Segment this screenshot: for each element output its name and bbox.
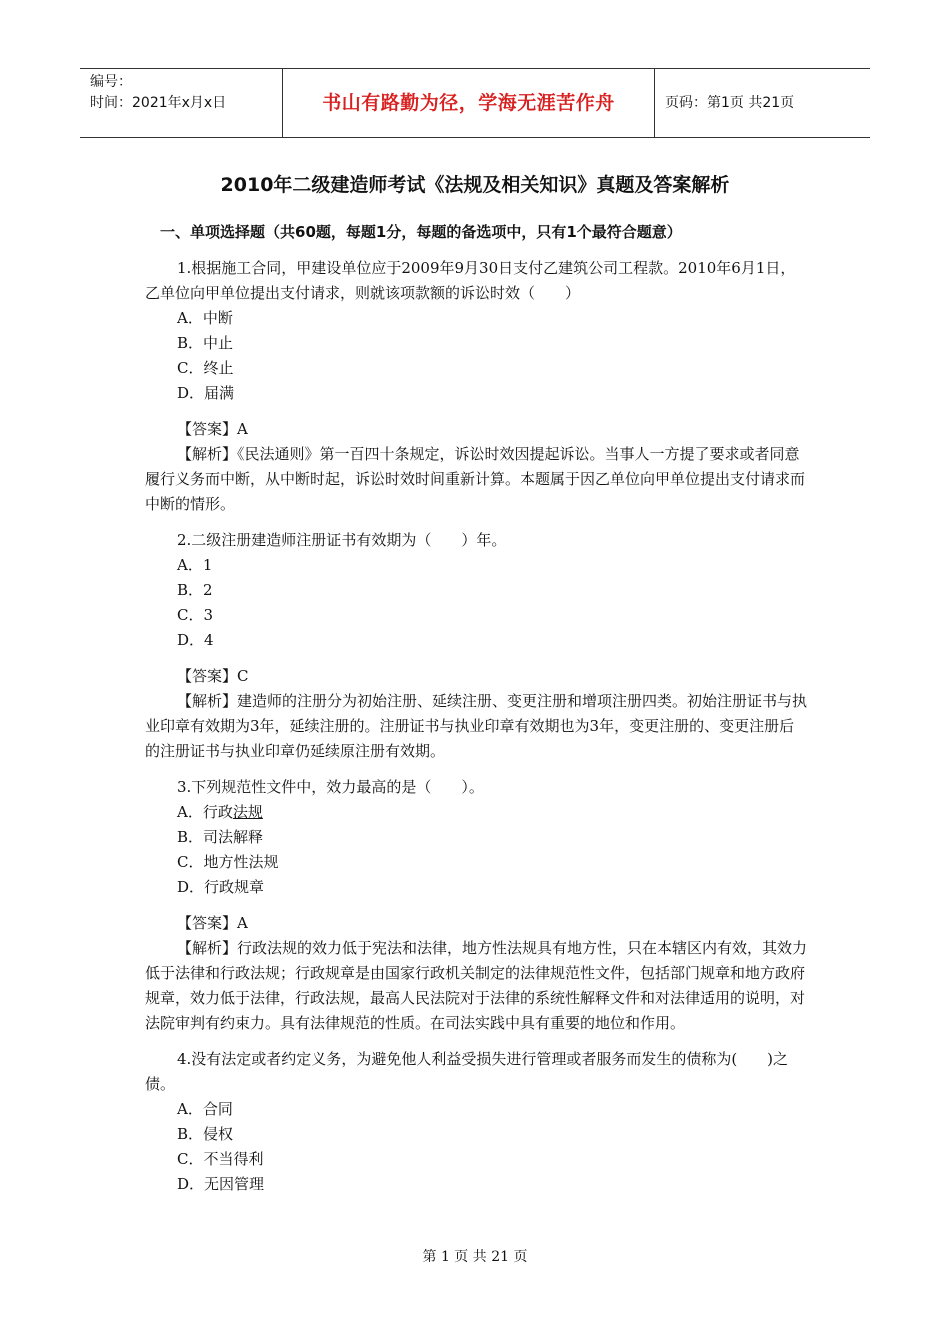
date-label: 时间：2021年x月x日 [90, 95, 227, 111]
option-c: C．不当得利 [177, 1150, 264, 1168]
option-d: D．届满 [177, 384, 235, 402]
option-d: D．无因管理 [177, 1175, 265, 1193]
explanation: 【解析】行政法规的效力低于宪法和法律，地方性法规具有地方性，只在本辖区内有效，其效力低于法律和行政法规；行政规章是由国家行政机关制定的法律规范性文件，包括部门规章和地方政府规章，效力低于法律，行政法规，最高人民法院对于法律的系统性解释文件和对法律适用的说明，对法院审判有约束力。具有法律规范的性质。在司法实践中具有重要的地位和作用。 [145, 939, 808, 1032]
option-a: A．1 [177, 556, 213, 574]
option-c: C．3 [177, 606, 214, 624]
option-a-underlined-text: 法规 [232, 803, 263, 821]
option-a-text: A．行政 [177, 803, 233, 821]
question-list [145, 256, 807, 1197]
option-a: A．合同 [177, 1100, 233, 1118]
question-2 [145, 528, 807, 764]
header-motto: 书山有路勤为径，学海无涯苦作舟 [282, 69, 655, 137]
header-meta [80, 69, 282, 137]
question-stem: 3.下列规范性文件中，效力最高的是（ ）。 [177, 778, 484, 796]
option-b: B．2 [177, 581, 213, 599]
explanation: 【解析】建造师的注册分为初始注册、延续注册、变更注册和增项注册四类。初始注册证书与执业印章有效期为3年，延续注册的。注册证书与执业印章有效期也为3年，变更注册的、变更注册后的注册证书与执业印章仍延续原注册有效期。 [145, 692, 808, 760]
serial-number-label: 编号： [90, 74, 132, 90]
question-3 [145, 775, 807, 1036]
option-b: B．侵权 [177, 1125, 234, 1143]
answer: 【答案】C [177, 667, 249, 685]
option-b: B．中止 [177, 334, 234, 352]
question-stem: 4.没有法定或者约定义务，为避免他人利益受损失进行管理或者服务而发生的债称为( )之债。 [145, 1050, 789, 1093]
section-heading: 一、单项选择题（共60题，每题1分，每题的备选项中，只有1个最符合题意） [160, 223, 682, 241]
option-c: C．终止 [177, 359, 234, 377]
option-a: A．中断 [177, 309, 233, 327]
option-b: B．司法解释 [177, 828, 264, 846]
option-c: C．地方性法规 [177, 853, 279, 871]
answer: 【答案】A [177, 914, 248, 932]
question-4 [145, 1047, 807, 1197]
option-a [177, 800, 807, 825]
question-stem: 1.根据施工合同，甲建设单位应于2009年9月30日支付乙建筑公司工程款。2010年6月1日，乙单位向甲单位提出支付请求，则就该项款额的诉讼时效（ ） [145, 259, 796, 302]
page-footer: 第 1 页 共 21 页 [422, 1249, 528, 1265]
option-d: D．4 [177, 631, 214, 649]
document-title: 2010年二级建造师考试《法规及相关知识》真题及答案解析 [220, 174, 730, 196]
question-stem: 2.二级注册建造师注册证书有效期为（ ）年。 [177, 531, 507, 549]
explanation: 【解析】《民法通则》第一百四十条规定，诉讼时效因提起诉讼。当事人一方提了要求或者同意履行义务而中断，从中断时起，诉讼时效时间重新计算。本题属于因乙单位向甲单位提出支付请求而中断的情形。 [145, 445, 806, 513]
header-page-info: 页码：第1页 共21页 [665, 95, 795, 111]
answer: 【答案】A [177, 420, 248, 438]
question-1 [145, 256, 807, 517]
page-header [80, 68, 870, 138]
option-d: D．行政规章 [177, 878, 265, 896]
